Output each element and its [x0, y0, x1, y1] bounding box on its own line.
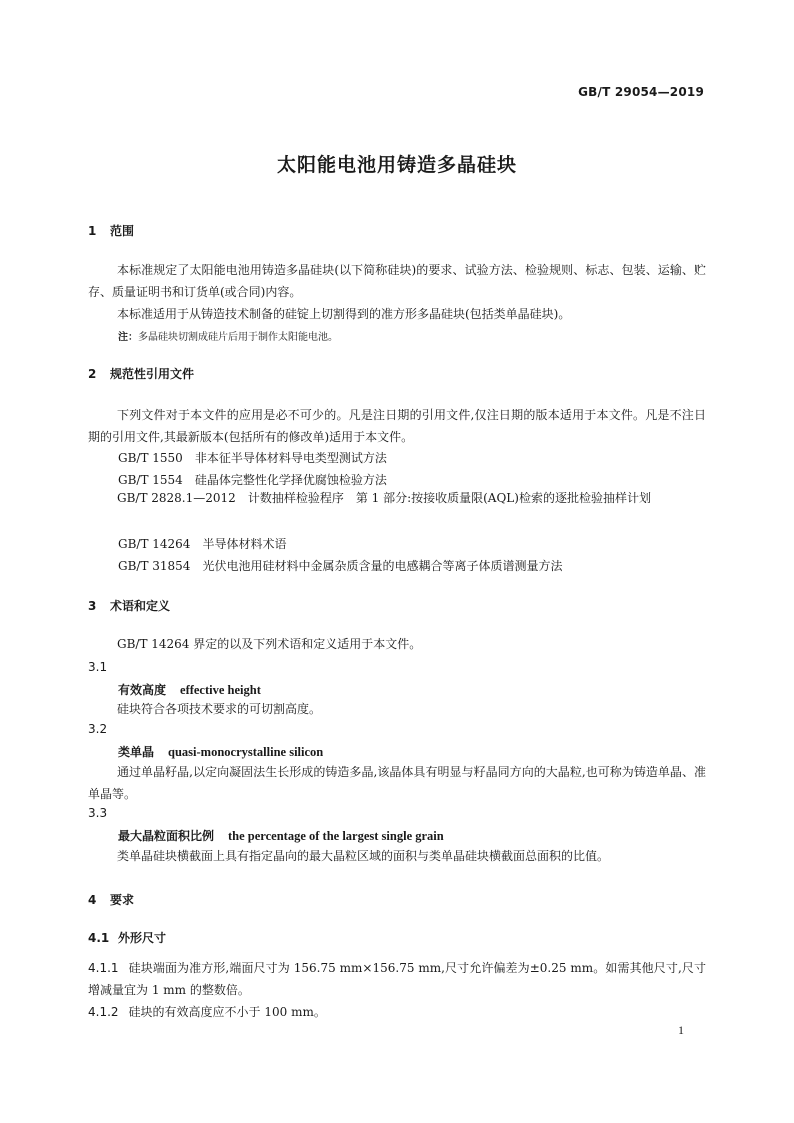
subsection-number: 4.1 — [88, 931, 110, 945]
subsection-title: 外形尺寸 — [118, 931, 167, 945]
clause-text: 硅块端面为准方形,端面尺寸为 156.75 mm×156.75 mm,尺寸允许偏差为±0.25 mm。如需其他尺寸,尺寸增减量宜为 1 mm 的整数倍。 — [88, 961, 706, 997]
reference-item — [118, 471, 387, 488]
standard-code: GB/T 29054—2019 — [578, 85, 704, 99]
section-number: 3 — [88, 599, 97, 613]
document-title: 太阳能电池用铸造多晶硅块 — [276, 154, 517, 176]
reference-code: GB/T 14264 — [118, 537, 191, 551]
term-number: 3.2 — [88, 722, 108, 736]
reference-item — [118, 535, 286, 552]
term-number: 3.3 — [88, 806, 108, 820]
reference-title: 半导体材料术语 — [202, 537, 287, 551]
section-2-heading — [88, 365, 194, 382]
term-entry — [118, 827, 444, 844]
section-number: 2 — [88, 367, 97, 381]
note-text: 多晶硅块切割成硅片后用于制作太阳能电池。 — [138, 332, 338, 343]
reference-title: 光伏电池用硅材料中金属杂质含量的电感耦合等离子体质谱测量方法 — [202, 559, 563, 573]
section-title: 术语和定义 — [110, 599, 171, 613]
term-definition: 通过单晶籽晶,以定向凝固法生长形成的铸造多晶,该晶体具有明显与籽晶同方向的大晶粒,也可称为铸造单晶、准单晶等。 — [88, 765, 706, 801]
scope-paragraph-1: 本标准规定了太阳能电池用铸造多晶硅块(以下简称硅块)的要求、试验方法、检验规则、标志、包装、运输、贮存、质量证明书和订货单(或合同)内容。 — [88, 263, 706, 299]
section-1-heading — [88, 222, 134, 239]
reference-code: GB/T 1554 — [118, 473, 183, 487]
term-english: effective height — [180, 683, 261, 697]
scope-note — [118, 328, 338, 343]
section-3-heading — [88, 597, 170, 614]
references-intro: 下列文件对于本文件的应用是必不可少的。凡是注日期的引用文件,仅注日期的版本适用于本文件。凡是不注日期的引用文件,其最新版本(包括所有的修改单)适用于本文件。 — [88, 408, 706, 444]
reference-item — [118, 449, 387, 466]
reference-item — [88, 487, 706, 509]
term-number: 3.1 — [88, 660, 108, 674]
term-definition: 硅块符合各项技术要求的可切割高度。 — [117, 702, 322, 716]
terms-intro: GB/T 14264 界定的以及下列术语和定义适用于本文件。 — [117, 637, 422, 651]
term-english: quasi-monocrystalline silicon — [168, 745, 324, 759]
reference-title: 硅晶体完整性化学择优腐蚀检验方法 — [194, 473, 387, 487]
scope-paragraph-2: 本标准适用于从铸造技术制备的硅锭上切割得到的准方形多晶硅块(包括类单晶硅块)。 — [117, 307, 571, 321]
reference-title: 非本征半导体材料导电类型测试方法 — [194, 451, 387, 465]
note-label: 注： — [118, 332, 138, 343]
subsection-4-1-heading — [88, 929, 166, 946]
section-number: 4 — [88, 893, 97, 907]
section-number: 1 — [88, 224, 97, 238]
clause-4-1-1 — [88, 957, 706, 1001]
reference-item — [118, 557, 562, 574]
clause-4-1-2 — [88, 1001, 706, 1023]
clause-number: 4.1.2 — [88, 1005, 119, 1019]
term-english: the percentage of the largest single grain — [228, 829, 444, 843]
clause-number: 4.1.1 — [88, 961, 119, 975]
term-definition: 类单晶硅块横截面上具有指定晶向的最大晶粒区域的面积与类单晶硅块横截面总面积的比值。 — [117, 849, 610, 863]
page-number: 1 — [678, 1023, 684, 1037]
term-entry — [118, 681, 261, 698]
reference-code: GB/T 1550 — [118, 451, 183, 465]
section-title: 范围 — [110, 224, 135, 238]
reference-code: GB/T 31854 — [118, 559, 191, 573]
reference-title: 计数抽样检验程序 第 1 部分:按接收质量限(AQL)检索的逐批检验抽样计划 — [247, 491, 651, 505]
section-title: 要求 — [110, 893, 135, 907]
term-entry — [118, 743, 323, 760]
term-chinese: 最大晶粒面积比例 — [118, 829, 215, 843]
term-chinese: 类单晶 — [118, 745, 155, 759]
clause-text: 硅块的有效高度应不小于 100 mm。 — [128, 1005, 326, 1019]
section-title: 规范性引用文件 — [110, 367, 195, 381]
term-chinese: 有效高度 — [118, 683, 167, 697]
section-4-heading — [88, 891, 134, 908]
reference-code: GB/T 2828.1—2012 — [117, 491, 236, 505]
